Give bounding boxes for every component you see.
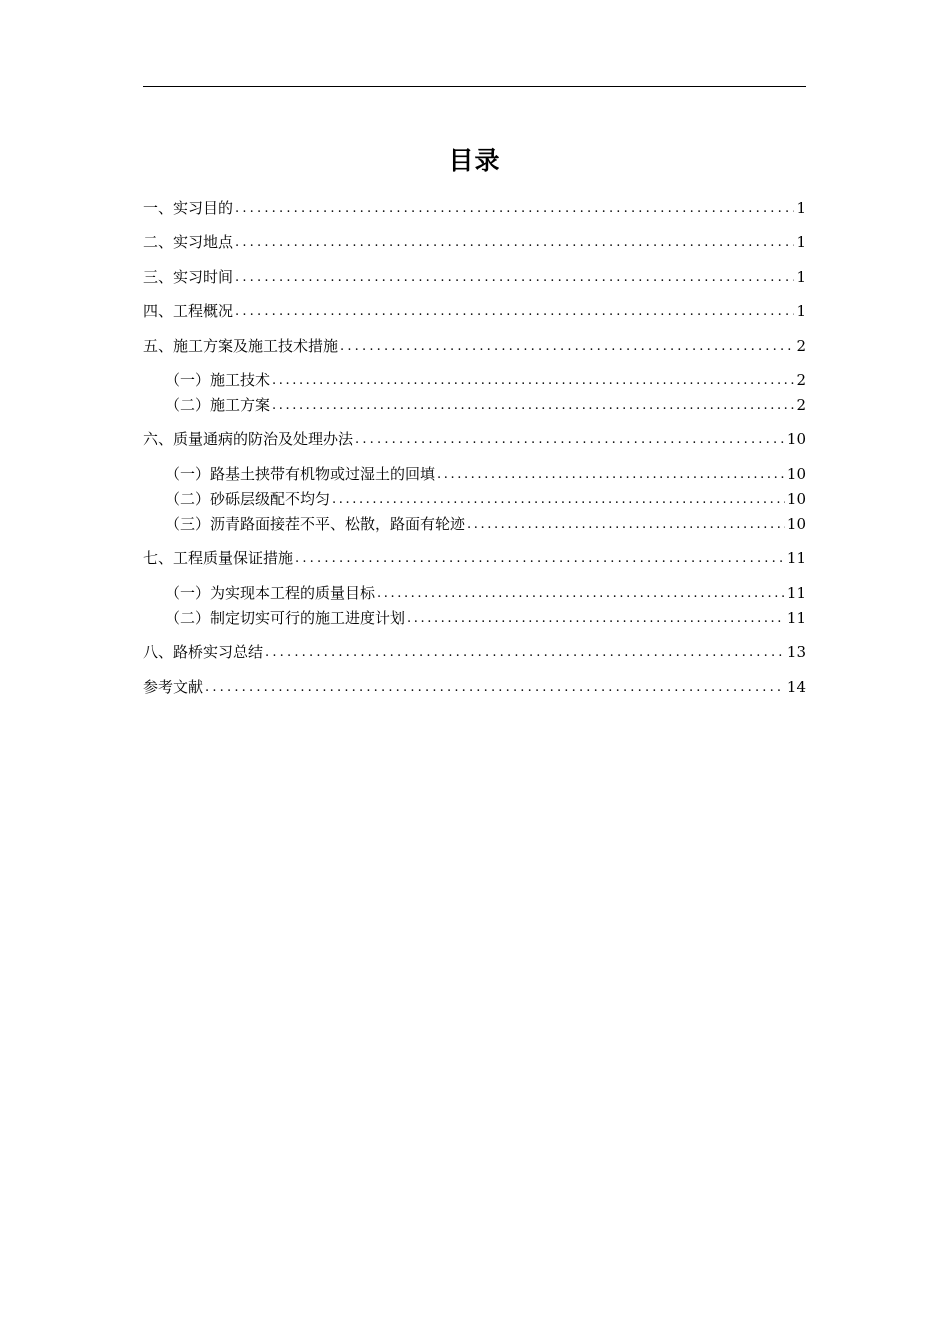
toc-entry[interactable] — [143, 197, 806, 219]
toc-entry-page-number: 1 — [796, 302, 806, 320]
toc-dot-leader — [272, 369, 794, 391]
toc-entry-label: （三）沥青路面接茬不平、松散，路面有轮迹 — [165, 515, 466, 533]
toc-entry[interactable] — [143, 428, 806, 450]
toc-entry-page-number: 1 — [796, 268, 806, 286]
toc-entry[interactable] — [143, 266, 806, 288]
toc-entry[interactable] — [165, 369, 806, 391]
toc-dot-leader — [265, 641, 785, 663]
toc-entry-page-number: 2 — [796, 396, 806, 414]
toc-entry-page-number: 10 — [786, 465, 806, 483]
toc-dot-leader — [205, 676, 785, 698]
toc-entry[interactable] — [165, 582, 806, 604]
toc-entry[interactable] — [165, 463, 806, 485]
toc-entry-page-number: 2 — [796, 337, 806, 355]
toc-dot-leader — [295, 547, 785, 569]
toc-entry-label: 一、实习目的 — [143, 199, 234, 217]
toc-entry[interactable] — [165, 513, 806, 535]
toc-entry-page-number: 10 — [786, 490, 806, 508]
toc-entry-page-number: 10 — [786, 430, 806, 448]
toc-entry[interactable] — [165, 488, 806, 510]
toc-entry-page-number: 11 — [786, 584, 806, 602]
toc-entry-label: 六、质量通病的防治及处理办法 — [143, 430, 354, 448]
toc-entry-label: 四、工程概况 — [143, 302, 234, 320]
toc-entry[interactable] — [143, 641, 806, 663]
header-rule — [143, 86, 806, 87]
toc-dot-leader — [355, 428, 785, 450]
toc-dot-leader — [340, 335, 794, 357]
toc-entry-label: （一）为实现本工程的质量目标 — [165, 584, 376, 602]
toc-entry[interactable] — [143, 547, 806, 569]
toc-entry-label: 参考文献 — [143, 678, 204, 696]
toc-dot-leader — [332, 488, 785, 510]
toc-entry-label: （一）施工技术 — [165, 371, 271, 389]
toc-entry-label: （二）制定切实可行的施工进度计划 — [165, 609, 406, 627]
toc-entry[interactable] — [143, 231, 806, 253]
toc-entry[interactable] — [165, 607, 806, 629]
toc-dot-leader — [407, 607, 785, 629]
toc-entry-page-number: 13 — [786, 643, 806, 661]
toc-entry-label: （二）施工方案 — [165, 396, 271, 414]
toc-entry-label: 三、实习时间 — [143, 268, 234, 286]
toc-entry-label: 八、路桥实习总结 — [143, 643, 264, 661]
toc-entry-label: 五、施工方案及施工技术措施 — [143, 337, 339, 355]
toc-entry-page-number: 1 — [796, 199, 806, 217]
toc-entry-label: 二、实习地点 — [143, 233, 234, 251]
toc-entry-page-number: 10 — [786, 515, 806, 533]
toc-entry-page-number: 2 — [796, 371, 806, 389]
toc-entry-page-number: 11 — [786, 549, 806, 567]
toc-dot-leader — [235, 231, 794, 253]
toc-entry[interactable] — [165, 394, 806, 416]
toc-dot-leader — [235, 197, 794, 219]
toc-dot-leader — [467, 513, 785, 535]
toc-entry[interactable] — [143, 676, 806, 698]
toc-entry-page-number: 1 — [796, 233, 806, 251]
toc-entry-label: （一）路基土挟带有机物或过湿土的回填 — [165, 465, 436, 483]
toc-dot-leader — [235, 300, 794, 322]
toc-dot-leader — [377, 582, 785, 604]
toc-entry[interactable] — [143, 300, 806, 322]
toc-dot-leader — [272, 394, 794, 416]
toc-entry-label: 七、工程质量保证措施 — [143, 549, 294, 567]
toc-entry-page-number: 11 — [786, 609, 806, 627]
toc-dot-leader — [437, 463, 785, 485]
toc-entry[interactable] — [143, 335, 806, 357]
toc-entry-page-number: 14 — [786, 678, 806, 696]
toc-entry-label: （二）砂砾层级配不均匀 — [165, 490, 331, 508]
toc-dot-leader — [235, 266, 794, 288]
page-title: 目录 — [448, 146, 501, 175]
